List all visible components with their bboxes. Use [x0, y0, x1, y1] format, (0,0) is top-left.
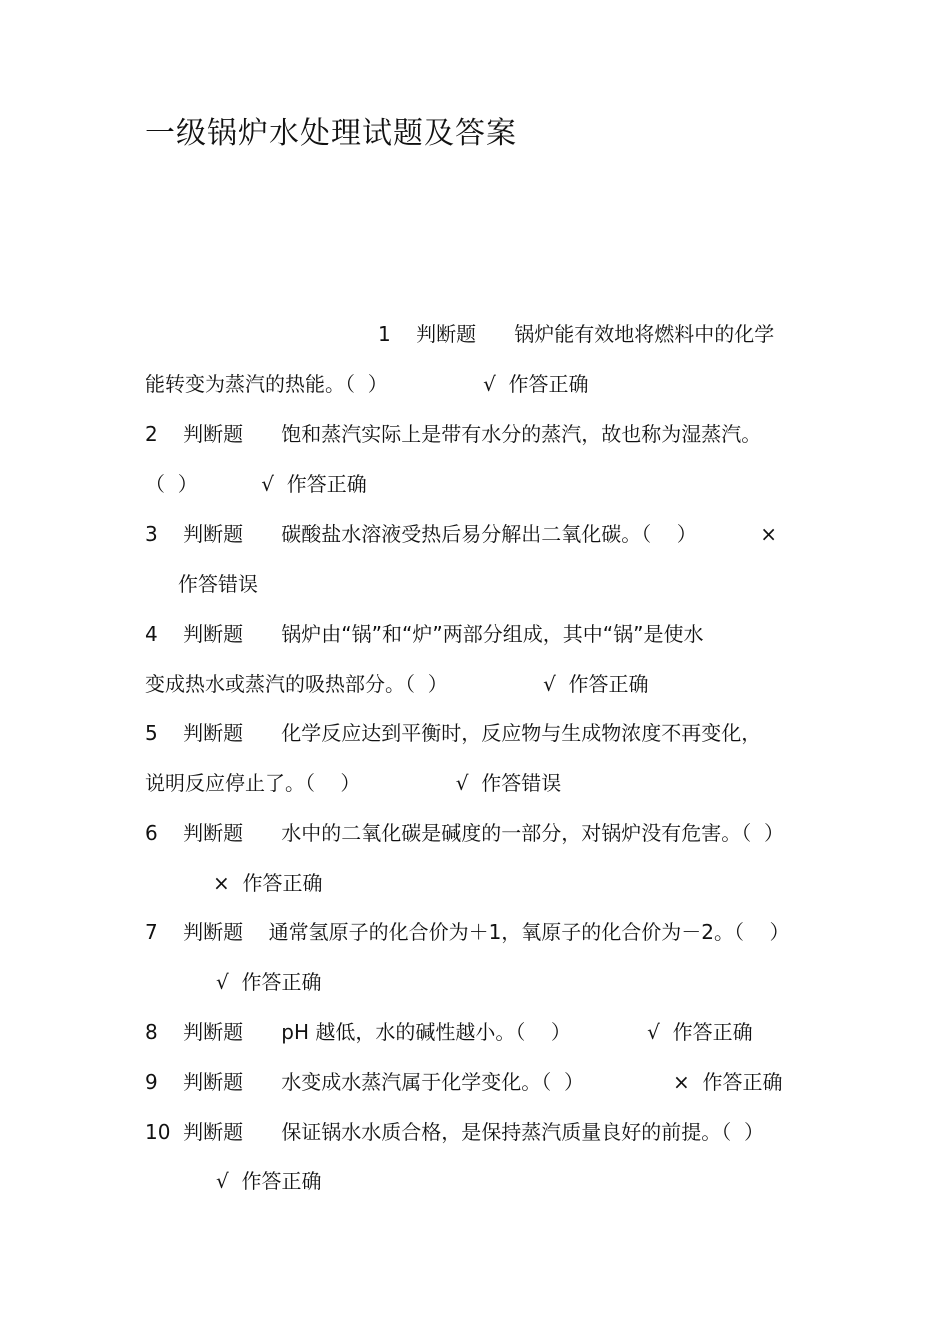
question-3-line-1: 3 判断题 碳酸盐水溶液受热后易分解出二氧化碳。（ ） ×	[145, 522, 778, 546]
question-8-line-1: 8 判断题 pH 越低，水的碱性越小。（ ） √ 作答正确	[145, 1020, 753, 1044]
question-1-line-1: 1 判断题 锅炉能有效地将燃料中的化学	[378, 322, 775, 346]
question-3-line-2: 作答错误	[178, 572, 258, 596]
question-6-line-2: × 作答正确	[213, 871, 323, 895]
question-7-line-2: √ 作答正确	[216, 970, 322, 994]
question-6-line-1: 6 判断题 水中的二氧化碳是碱度的一部分，对锅炉没有危害。（ ）	[145, 821, 785, 845]
question-10-line-1: 10 判断题 保证锅水水质合格，是保持蒸汽质量良好的前提。（ ）	[145, 1120, 765, 1144]
question-9-line-1: 9 判断题 水变成水蒸汽属于化学变化。（ ） × 作答正确	[145, 1070, 783, 1094]
question-7-line-1: 7 判断题 通常氢原子的化合价为＋1，氧原子的化合价为－2。（ ）	[145, 920, 790, 944]
question-4-line-1: 4 判断题 锅炉由“锅”和“炉”两部分组成，其中“锅”是使水	[145, 622, 704, 646]
question-2-line-1: 2 判断题 饱和蒸汽实际上是带有水分的蒸汽，故也称为湿蒸汽。	[145, 422, 762, 446]
question-5-line-2: 说明反应停止了。（ ） √ 作答错误	[145, 771, 562, 795]
question-2-line-2: （ ） √ 作答正确	[145, 472, 367, 496]
page-title: 一级锅炉水处理试题及答案	[145, 116, 517, 151]
question-5-line-1: 5 判断题 化学反应达到平衡时，反应物与生成物浓度不再变化，	[145, 721, 762, 745]
question-1-line-2: 能转变为蒸汽的热能。（ ） √ 作答正确	[145, 372, 589, 396]
question-10-line-2: √ 作答正确	[216, 1169, 322, 1193]
question-4-line-2: 变成热水或蒸汽的吸热部分。（ ） √ 作答正确	[145, 672, 649, 696]
